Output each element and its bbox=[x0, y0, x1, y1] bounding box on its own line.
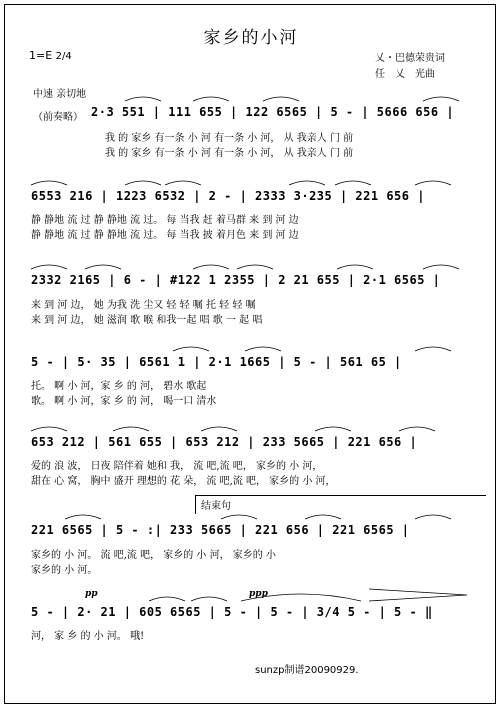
slur bbox=[263, 97, 299, 101]
slur bbox=[315, 427, 351, 431]
music-line-4: 5 - | 5· 35 | 6561 1 | 2·1 1665 | 5 - | 561 65 | bbox=[31, 355, 402, 369]
music-line-3: 2332 2165 | 6 - | #122 1 2355 | 2 21 655 | 2·1 6565 | bbox=[31, 273, 441, 287]
prelude-label: （前奏略） bbox=[33, 112, 83, 123]
song-title: 家乡的小河 bbox=[203, 28, 299, 48]
lyric-line-5a: 爱的 浪 波， 日夜 陪伴着 她和 我， 流 吧,流 吧， 家乡的 小 河， bbox=[31, 461, 323, 472]
dynamic-pp: pp bbox=[85, 589, 98, 599]
lyric-line-5b: 甜在 心 窝， 胸中 盛开 理想的 花 朵， 流 吧,流 吧， 家乡的 小 河， bbox=[31, 476, 336, 487]
lyric-line-4a: 托。 啊 小 河，家 乡 的 河， 碧水 歌起 bbox=[31, 381, 207, 392]
slur bbox=[305, 515, 341, 519]
slur bbox=[113, 427, 149, 431]
slur bbox=[415, 515, 451, 519]
composer-credit: 任 乂 光曲 bbox=[375, 69, 435, 80]
ending-label: 结束句 bbox=[201, 501, 231, 512]
slur bbox=[337, 265, 373, 269]
slur bbox=[193, 265, 229, 269]
slur bbox=[289, 181, 325, 185]
slur bbox=[31, 181, 67, 185]
slur bbox=[201, 427, 237, 431]
slur bbox=[191, 597, 227, 601]
slur bbox=[125, 181, 161, 185]
dynamic-ppp: ppp bbox=[249, 589, 268, 599]
footer-credit: sunzp制谱20090929. bbox=[255, 665, 359, 676]
time-signature: 2/4 bbox=[55, 51, 72, 62]
slur bbox=[31, 427, 67, 431]
slur bbox=[85, 265, 121, 269]
music-line-1: 2·3 551 | 111 655 | 122 6565 | 5 - | 5666 656 | bbox=[91, 105, 455, 119]
decrescendo-hairpin bbox=[369, 589, 467, 601]
lyric-line-4b: 歌。 啊 小 河，家 乡 的 河， 喝一口 清水 bbox=[31, 396, 217, 407]
tempo-marking: 中速 亲切地 bbox=[33, 89, 87, 100]
slur bbox=[245, 347, 281, 351]
lyric-line-6b: 家乡的 小 河。 bbox=[31, 565, 98, 576]
music-line-6: 221 6565 | 5 - :| 233 5665 | 221 656 | 221 6565 | bbox=[31, 523, 410, 537]
slur bbox=[399, 427, 435, 431]
lyric-line-2b: 静 静地 流 过 静 静地 流 过。 每 当我 披 着月色 来 到 河 边 bbox=[31, 230, 299, 241]
slur bbox=[125, 97, 161, 101]
slur bbox=[173, 347, 209, 351]
music-line-5: 653 212 | 561 655 | 653 212 | 233 5665 | 221 656 | bbox=[31, 435, 418, 449]
slur bbox=[65, 515, 101, 519]
slur bbox=[165, 181, 201, 185]
lyric-line-3a: 来 到 河 边， 她 为我 洗 尘又 轻 轻 嘱 托 轻 轻 嘱 bbox=[31, 300, 256, 311]
slur bbox=[193, 97, 229, 101]
slur bbox=[423, 265, 459, 269]
slur-arcs bbox=[5, 5, 497, 705]
music-line-7: 5 - | 2· 21 | 605 6565 | 5 - | 5 - | 3/4 5 - | 5 - ‖ bbox=[31, 605, 433, 619]
lyric-line-6a: 家乡的 小 河。 流 吧,流 吧， 家乡的 小 河， 家乡的 小 bbox=[31, 550, 276, 561]
music-line-2: 6553 216 | 1223 6532 | 2 - | 2333 3·235 | 221 656 | bbox=[31, 189, 425, 203]
lyric-line-2a: 静 静地 流 过 静 静地 流 过。 每 当我 赶 着马群 来 到 河 边 bbox=[31, 215, 299, 226]
slur bbox=[335, 181, 371, 185]
slur bbox=[221, 515, 257, 519]
slur bbox=[415, 347, 451, 351]
slur bbox=[241, 594, 361, 601]
score-page bbox=[4, 4, 496, 704]
lyric-line-1a: 我 的 家乡 有一条 小 河 有一条 小 河， 从 我亲人 门 前 bbox=[105, 133, 354, 144]
slur bbox=[31, 265, 67, 269]
lyric-line-7a: 河， 家 乡 的 小 河。 哦! bbox=[31, 631, 145, 642]
lyricist-credit: 乂・巴德荣贵词 bbox=[375, 53, 445, 64]
slur-group bbox=[31, 97, 467, 601]
lyric-line-3b: 来 到 河 边， 她 滋润 歌 喉 和我一起 唱 歌 一 起 唱 bbox=[31, 315, 263, 326]
slur bbox=[237, 265, 273, 269]
slur bbox=[415, 181, 451, 185]
slur bbox=[149, 597, 185, 601]
key-text: 1=E bbox=[29, 49, 53, 62]
slur bbox=[423, 97, 459, 101]
lyric-line-1b: 我 的 家乡 有一条 小 河 有一条 小 河， 从 我亲人 门 前 bbox=[105, 148, 354, 159]
